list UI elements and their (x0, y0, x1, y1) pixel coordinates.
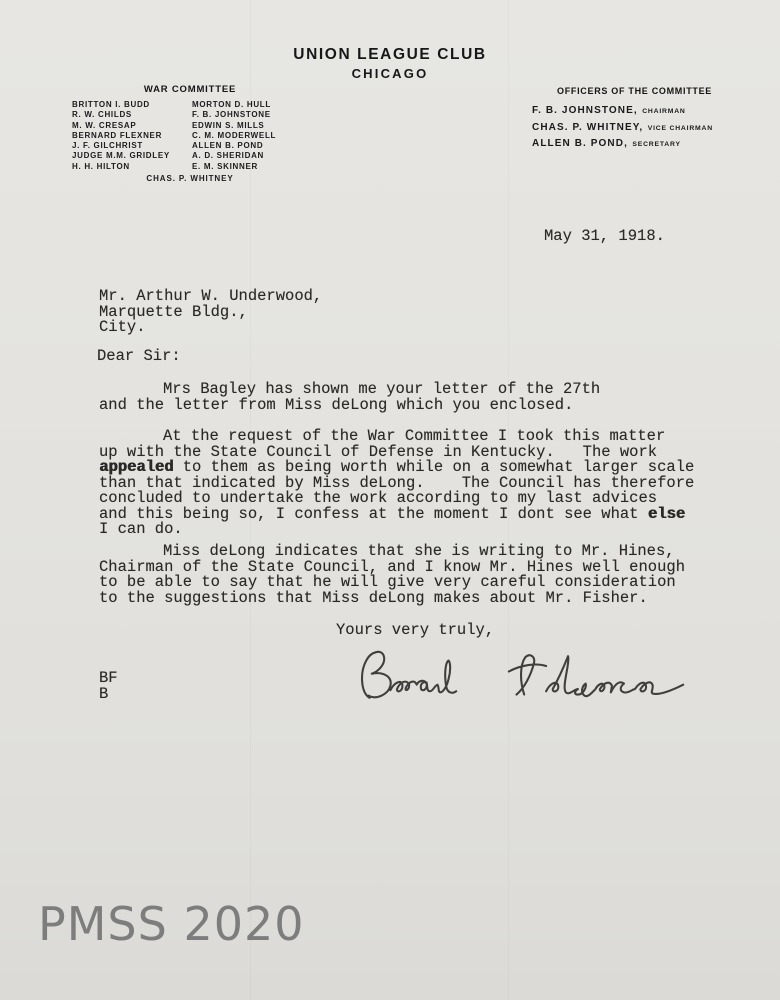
body-line: Mrs Bagley has shown me your letter of the 27th (163, 380, 601, 398)
letter-date: May 31, 1918. (544, 227, 665, 245)
body-text: to them as being worth while on a somewhat larger scale (173, 458, 695, 476)
body-line: than that indicated by Miss deLong. The Council has therefore (99, 473, 695, 492)
paragraph-2 (99, 429, 694, 538)
officer-role: VICE CHAIRMAN (647, 124, 713, 132)
committee-member: M. W. CRESAP (72, 120, 137, 130)
initials-line: BF (99, 669, 118, 687)
officer-name: ALLEN B. POND, (532, 138, 628, 149)
committee-member: J. F. GILCHRIST (72, 141, 143, 151)
recipient-address (99, 289, 322, 336)
body-text: and this being so, I confess at the moment I dont see what (99, 504, 648, 523)
committee-member: H. H. HILTON (72, 161, 130, 171)
body-line: to the suggestions that Miss deLong makes about Mr. Fisher. (99, 588, 648, 607)
committee-member: BERNARD FLEXNER (72, 130, 163, 140)
initials-line: B (99, 684, 109, 703)
club-city: CHICAGO (351, 66, 429, 81)
committee-member: JUDGE M.M. GRIDLEY (72, 151, 170, 161)
body-line: to be able to say that he will give very careful consideration (99, 573, 676, 591)
typist-initials (99, 671, 118, 702)
war-committee-column-1 (72, 100, 192, 172)
war-committee-title: WAR COMMITTEE (143, 84, 237, 95)
officer-role: SECRETARY (632, 141, 681, 148)
body-line: I can do. (99, 520, 183, 538)
committee-member: CHAS. P. WHITNEY (146, 174, 234, 184)
officer-row (532, 119, 737, 136)
paragraph-1 (99, 382, 600, 413)
committee-member: C. M. MODERWELL (192, 130, 277, 140)
officers-block (532, 86, 737, 152)
officer-row (532, 135, 737, 152)
recipient-line: Marquette Bldg., (99, 302, 248, 321)
paragraph-3 (99, 544, 685, 606)
recipient-line: City. (99, 318, 146, 336)
officer-name: CHAS. P. WHITNEY, (532, 121, 644, 133)
signature-stroke (509, 655, 546, 694)
overstruck-word: else (647, 504, 686, 523)
committee-member: BRITTON I. BUDD (72, 100, 150, 109)
committee-member: F. B. JOHNSTONE (192, 110, 271, 120)
signature-stroke (546, 656, 683, 696)
body-line: Miss deLong indicates that she is writing to Mr. Hines, (163, 542, 675, 560)
club-name: UNION LEAGUE CLUB (293, 46, 487, 63)
body-line: At the request of the War Committee I took this matter (163, 427, 666, 445)
body-line: Chairman of the State Council, and I know Mr. Hines well enough (99, 557, 685, 576)
body-line: up with the State Council of Defense in Kentucky. The work (99, 442, 658, 461)
officer-name: F. B. JOHNSTONE, (532, 105, 638, 116)
committee-member: ALLEN B. POND (192, 141, 264, 151)
officer-row (532, 102, 737, 119)
committee-member: A. D. SHERIDAN (192, 151, 265, 161)
war-committee-columns (72, 100, 308, 172)
signature-svg (352, 642, 692, 712)
signature-stroke (390, 661, 456, 693)
recipient-line: Mr. Arthur W. Underwood, (99, 287, 323, 305)
body-line (99, 504, 694, 523)
committee-member: E. M. SKINNER (192, 161, 258, 171)
closing-phrase: Yours very truly, (336, 621, 495, 639)
signature-stroke (362, 652, 391, 698)
committee-member: EDWIN S. MILLS (192, 120, 265, 130)
body-line: concluded to undertake the work according to my last advices (99, 489, 658, 507)
officers-title: OFFICERS OF THE COMMITTEE (557, 86, 712, 96)
war-committee-block (72, 84, 308, 183)
archive-watermark: PMSS 2020 (38, 897, 305, 951)
committee-member: MORTON D. HULL (192, 100, 271, 109)
salutation: Dear Sir: (97, 347, 181, 365)
overstruck-word: appealed (99, 458, 174, 476)
body-line: and the letter from Miss deLong which you enclosed. (99, 395, 574, 414)
signature-handwriting (352, 642, 692, 712)
committee-member: R. W. CHILDS (72, 110, 132, 120)
officer-role: CHAIRMAN (642, 108, 686, 115)
war-committee-column-2 (192, 100, 308, 172)
